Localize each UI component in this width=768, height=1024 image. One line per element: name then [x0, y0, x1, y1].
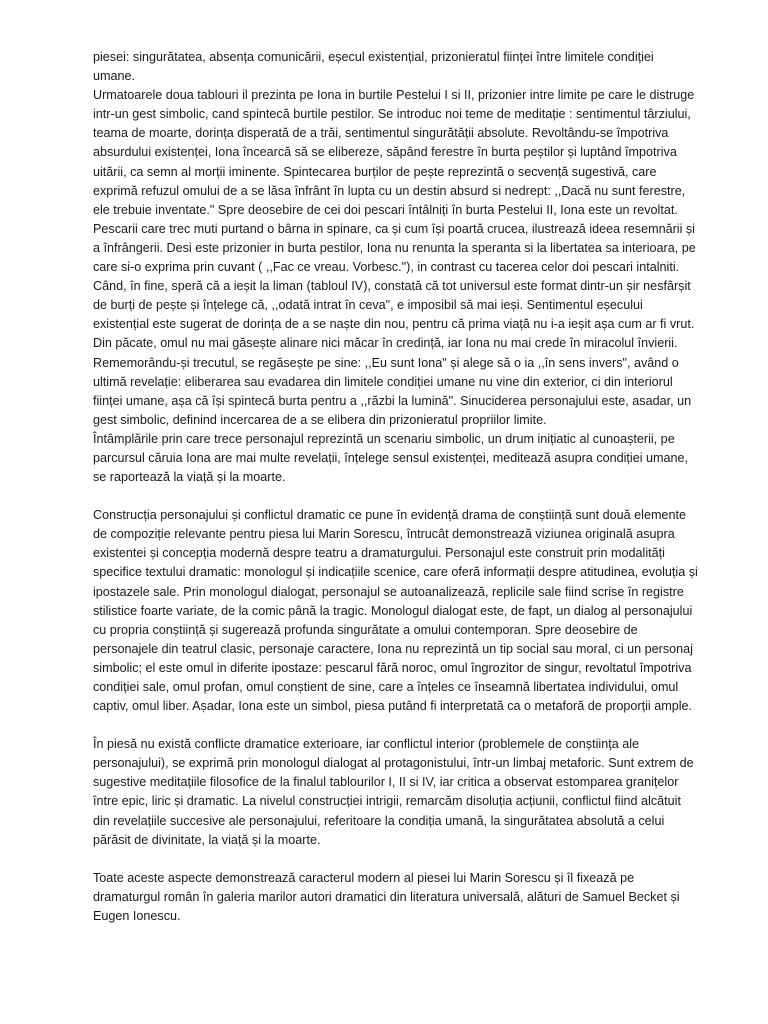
paragraph-2: Urmatoarele doua tablouri il prezinta pe Iona in burtile Pestelui I si II, prizonier intre limite pe care le distruge intr-un gest simbolic, cand spintecă burtile pestilor. Se introduc noi teme de meditație : sentimentul târziului, teama de moarte, dorința disperată de a trăi, sentimentul singurătății absolute. Revoltându-se împotriva absurdului existenței, Iona încearcă să se elibereze, săpând ferestre în burta peștilor și luptând împotriva uitării, ca semn al morții iminente. Spintecarea burților de pește reprezintă o secvență sugestivă, care exprimă refuzul omului de a se lăsa înfrânt în lupta cu un destin absurd si nedrept: ,,Dacă nu sunt ferestre, ele trebuie inventate." Spre deosebire de cei doi pescari întâlniți în burta Pestelui II, Iona este un revoltat. Pescarii care trec muti purtand o bârna in spinare, ca și cum își poartă crucea, ilustrează ideea resemnării și a înfrângerii. Desi este prizonier in burta pestilor, Iona nu renunta la speranta si la libertatea sa interioara, pe care si-o exprima prin cuvant ( ,,Fac ce vreau. Vorbesc."), in contrast cu tacerea celor doi pescari intalniti. — [93, 88, 696, 275]
paragraph-5: Construcția personajului și conflictul dramatic ce pune în evidență drama de conștiință sunt două elemente de compoziție relevante pentru piesa lui Marin Sorescu, întrucât demonstrează viziunea originală asupra existentei și concepția modernă despre teatru a dramaturgului. Personajul este construit prin modalități specifice textului dramatic: monologul și indicațiile scenice, care oferă informații despre atitudinea, evoluția și ipostazele sale. Prin monologul dialogat, personajul se autoanalizează, replicile sale fiind scrise în registre stilistice foarte variate, de la comic până la tragic. Monologul dialogat este, de fapt, un dialog al personajului cu propria conștiință și sugerează profunda singurătate a omului contemporan. Spre deosebire de personajele din teatrul clasic, personaje caractere, Iona nu reprezintă un tip social sau moral, ci un personaj simbolic; el este omul in diferite ipostaze: pescarul fără noroc, omul îngrozitor de singur, revoltatul împotriva condiției sale, omul profan, omul conștient de sine, care a înțeles ce înseamnă libertatea individului, omul captiv, omul liber. Așadar, Iona este un simbol, piesa putând fi interpretată ca o metaforă de proporții ample. — [93, 508, 698, 714]
paragraph-6: În piesă nu există conflicte dramatice exterioare, iar conflictul interior (problemele de conștiința ale personajului), se exprimă prin monologul dialogat al protagonistului, într-un limbaj metaforic. Sunt extrem de sugestive meditațiile filosofice de la finalul tablourilor I, II si IV, iar critica a observat estomparea granițelor între epic, liric și dramatic. La nivelul construcției intrigii, remarcăm disoluția acțiunii, conflictul fiind alcătuit din revelațiile succesive ale personajului, referitoare la condiția umană, la singurătatea absolută a celui părăsit de divinitate, la viață și la moarte. — [93, 737, 694, 847]
paragraph-7: Toate aceste aspecte demonstrează caracterul modern al piesei lui Marin Sorescu și îl fixează pe dramaturgul român în galeria marilor autori dramatici din literatura universală, alături de Samuel Becket și Eugen Ionescu. — [93, 870, 680, 923]
paragraph-4: Întâmplările prin care trece personajul reprezintă un scenariu simbolic, un drum inițiatic al cunoașterii, pe parcursul căruia Iona are mai multe revelații, înțelege sensul existenței, meditează asupra condiției umane, se raportează la viață și la moarte. — [93, 431, 689, 485]
paragraph-3: Când, în fine, speră că a ieșit la liman (tabloul IV), constată că tot universul este format dintr-un șir nesfârșit de burți de pește și înțelege că, ,,odată intrat în ceva", e imposibil să mai ieși. Sentimentul eșecului existențial este sugerat de dorința de a se naște din nou, pentru că prima viață nu i-a ieșit așa cum ar fi vrut. Din păcate, omul nu mai găsește alinare nici măcar în credință, iar Iona nu mai crede în miracolul învierii. Rememorându-și trecutul, se regăsește pe sine: ,,Eu sunt Iona" și alege să o ia ,,în sens invers", având o ultimă revelație: eliberarea sau evadarea din limitele condiției umane nu vine din exterior, ci din interiorul ființei umane, așa că își spintecă burta pentru a ,,răzbi la lumină". Sinuciderea personajului este, asadar, un gest simbolic, definind incercarea de a se elibera din prizonieratul propriilor limite. — [93, 279, 695, 427]
paragraph-1: piesei: singurătatea, absența comunicării, eșecul existențial, prizonieratul ființei între limitele condiției umane. — [93, 50, 654, 84]
